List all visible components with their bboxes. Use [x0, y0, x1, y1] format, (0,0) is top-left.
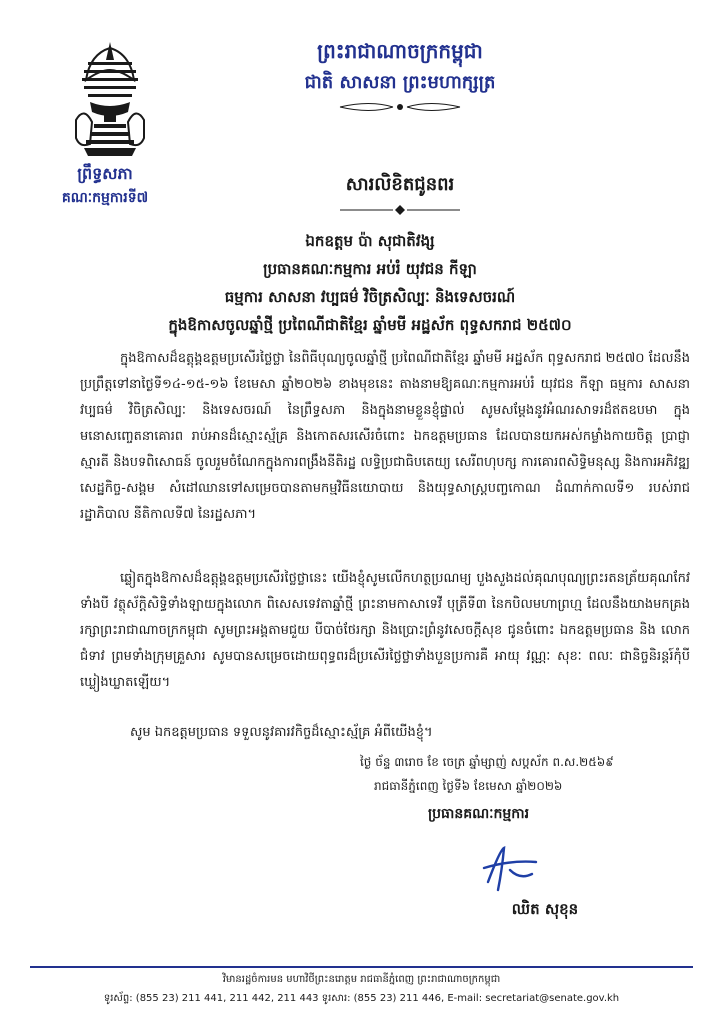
department-name: គណៈកម្មការទី៧ — [61, 190, 149, 206]
footer-divider — [30, 966, 693, 968]
lunar-date: ថ្ងៃ ច័ន្ទ ៣រោច ខែ ចេត្រ ឆ្នាំម្សាញ់ សប្តស័ក ព.ស.២៥៦៩ — [360, 755, 614, 769]
footer-contact: ទូរស័ព្ទ: (855 23) 211 441, 211 442, 211 443 ទូរសារ: (855 23) 211 446, E-mail: secretariat@senate.gov.kh — [103, 993, 620, 1004]
closing-line: សូម ឯកឧត្តមប្រធាន ទទួលនូវគារវកិច្ចដ៏ស្មោះស្ម័គ្រ អំពីយើងខ្ញុំ។ — [130, 725, 433, 740]
title-ornament — [335, 204, 465, 216]
body-paragraph-1 — [80, 346, 690, 528]
footer-address: វិមានរដ្ឋចំការមន មហាវិថីព្រះនរោត្តម រាជធានីភ្នំពេញ ព្រះរាជាណាចក្រកម្ពុជា — [222, 974, 501, 985]
recipient-committee: ធម្មការ សាសនា វប្បធម៌ វិចិត្រសិល្បៈ និងទេសចរណ៍ — [224, 288, 516, 306]
national-motto: ជាតិ សាសនា ព្រះមហាក្សត្រ — [304, 72, 496, 93]
document-title: សារលិខិតជូនពរ — [345, 174, 455, 195]
handwritten-signature — [470, 840, 550, 900]
paragraph-1-text: ក្នុងឱកាសដ៏ឧត្តុង្គឧត្តមប្រសើរថ្លៃថ្លា នៃពិធីបុណ្យចូលឆ្នាំថ្មី ប្រពៃណីជាតិខ្មែរ ឆ្នាំមមី អដ្ឋស័ក ពុទ្ធសករាជ ២៥៧០ ដែលនឹងប្រព្រឹត្តទៅនាថ្ងៃទី១៤-១៥-១៦ ខែមេសា ឆ្នាំ២០២៦ ខាងមុខនេះ តាងនាមឱ្យគណៈកម្មការអប់រំ យុវជន កីឡា ធម្មការ សាសនា វប្បធម៌ វិចិត្រសិល្បៈ និងទេសចរណ៍ នៃព្រឹទ្ធសភា និងក្នុងនាមខ្លួនខ្ញុំផ្ទាល់ សូមសម្តែងនូវអំណរសាទរដ៏ឥតឧបមា ក្នុងមនោសញ្ចេតនាគោរព រាប់អានដ៏ស្មោះស្ម័គ្រ និងកោតសរសើរចំពោះ ឯកឧត្តមប្រធាន ដែលបានយកអស់កម្លាំងកាយចិត្ត ប្រាជ្ញាស្មារតី និងបទពិសោធន៍ ចូលរួមចំណែកក្នុងការពង្រឹងនីតិរដ្ឋ លទ្ធិប្រជាធិបតេយ្យ សេរីពហុបក្ស ការគោរពសិទ្ធិមនុស្ស និងការអភិវឌ្ឍសេដ្ឋកិច្ច-សង្គម សំដៅឈានទៅសម្រេចបានតាមកម្មវិធីនយោបាយ និងយុទ្ធសាស្ត្របញ្ចកោណ ដំណាក់កាលទី១ របស់រាជរដ្ឋាភិបាល នីតិកាលទី៧ នៃរដ្ឋសភា។ — [80, 351, 690, 522]
kingdom-name: ព្រះរាជាណាចក្រកម្ពុជា — [317, 39, 483, 63]
organization-name: ព្រឹទ្ធសភា — [77, 164, 133, 183]
solar-date: រាជធានីភ្នំពេញ ថ្ងៃទី៦ ខែមេសា ឆ្នាំ២០២៦ — [374, 779, 563, 793]
recipient-name: ឯកឧត្តម ប៉ា សុជាតិវង្ស — [305, 232, 435, 250]
ornament-divider — [335, 100, 465, 114]
senate-emblem — [70, 40, 150, 160]
body-paragraph-2 — [80, 566, 690, 696]
signature-title: ប្រធានគណៈកម្មការ — [428, 806, 530, 822]
recipient-title: ប្រធានគណៈកម្មការ អប់រំ យុវជន កីឡា — [263, 260, 477, 278]
signer-name: ឈិត សុខុន — [511, 900, 579, 918]
occasion-line: ក្នុងឱកាសចូលឆ្នាំថ្មី ប្រពៃណីជាតិខ្មែរ ឆ្នាំមមី អដ្ឋស័ក ពុទ្ធសករាជ ២៥៧០ — [168, 316, 572, 334]
paragraph-2-text: ឆ្លៀតក្នុងឱកាសដ៏ឧត្តុង្គឧត្តមប្រសើរថ្លៃថ្លានេះ យើងខ្ញុំសូមលើកហត្ថប្រណម្យ បួងសួងដល់គុណបុណ្យព្រះរតនត្រ័យគុណកែវទាំងបី វត្ថុស័ក្តិសិទ្ធិទាំងឡាយក្នុងលោក ពិសេសទេវតាឆ្នាំថ្មី ព្រះនាមកាសាទេវី បុត្រីទី៣ នៃកបិលមហាព្រហ្ម ដែលនឹងយាងមកគ្រងរក្សាព្រះរាជាណាចក្រកម្ពុជា សូមព្រះអង្គតាមជួយ បីបាច់ថែរក្សា និងប្រោះព្រំនូវសេចក្តីសុខ ជូនចំពោះ ឯកឧត្តមប្រធាន និង លោកជំទាវ ព្រមទាំងក្រុមគ្រួសារ សូមបានសម្រេចដោយពុទ្ធពរដ៏ប្រសើរថ្លៃថ្លាទាំងបួនប្រការគឺ អាយុ វណ្ណៈ សុខៈ ពលៈ ជានិច្ចនិរន្តរ៍កុំបីឃ្លៀងឃ្លាតឡើយ។ — [80, 571, 690, 690]
